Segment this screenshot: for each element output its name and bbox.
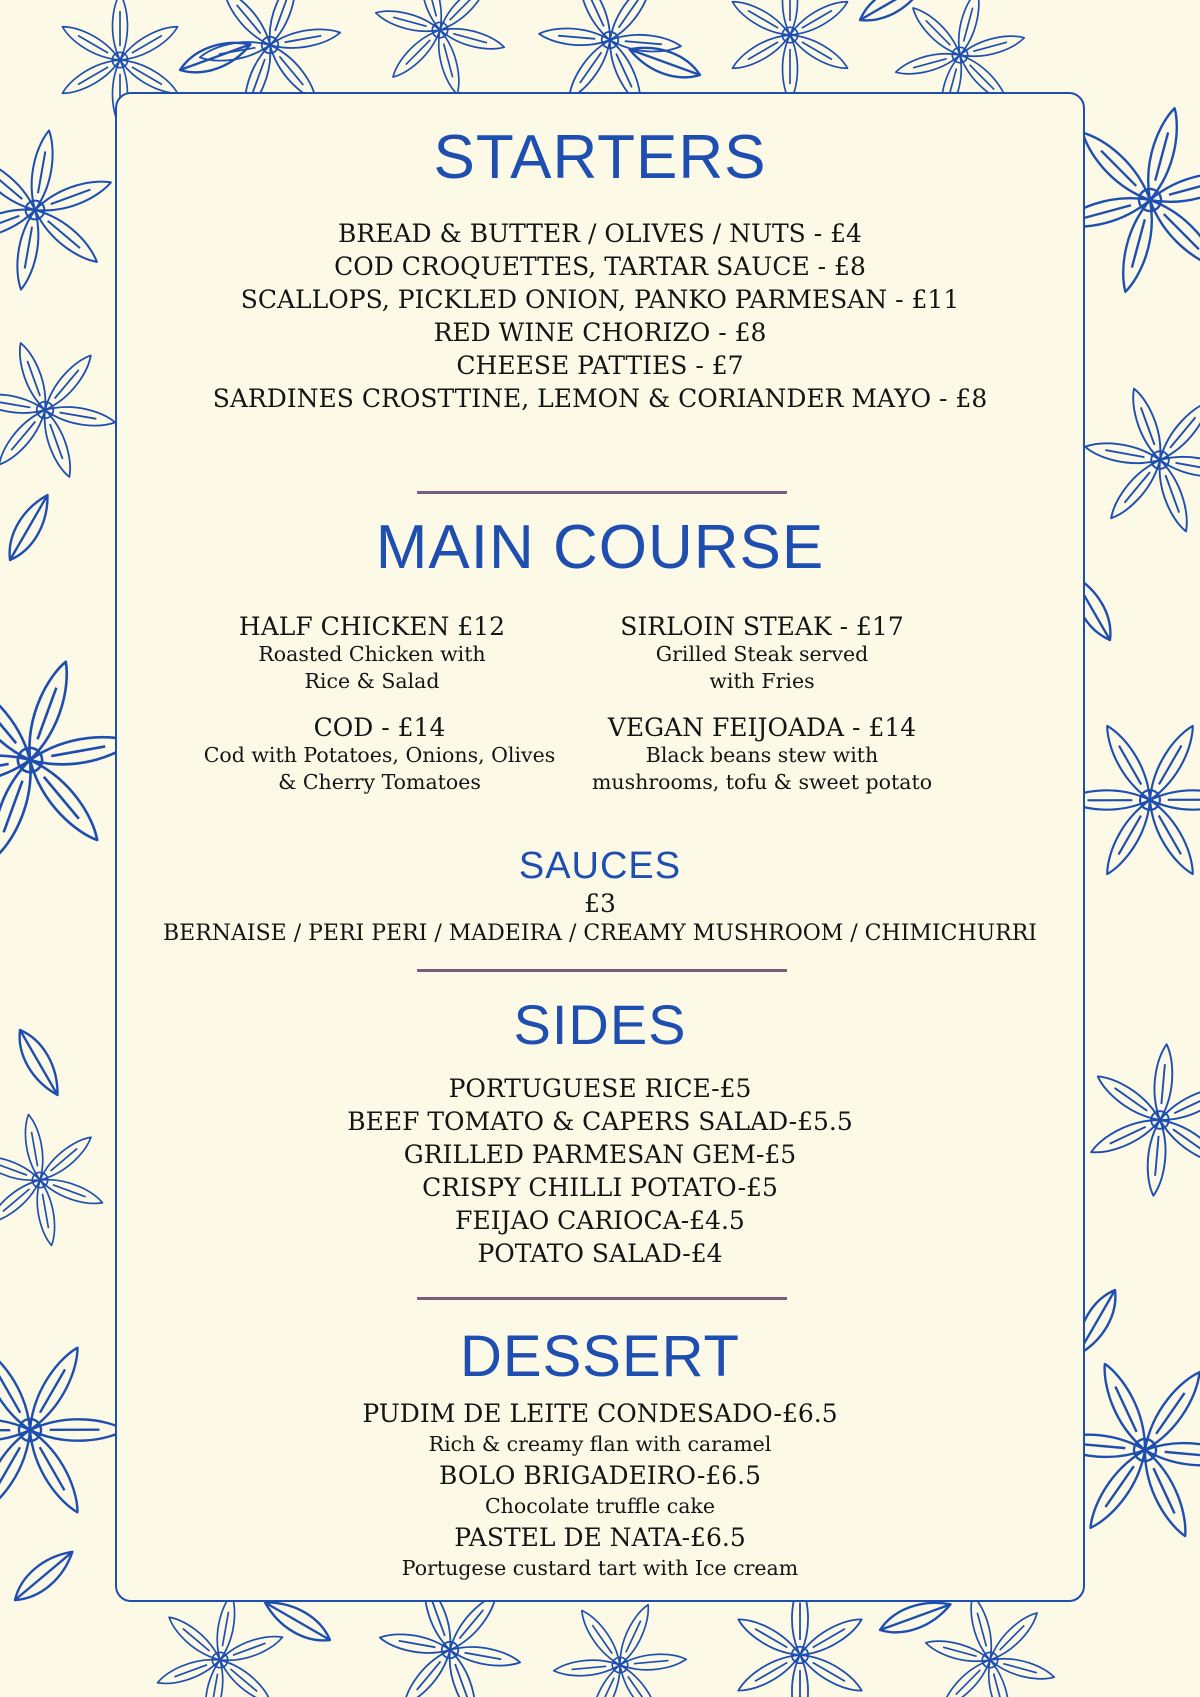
- dish-half-chicken: [192, 612, 552, 695]
- dessert-item-name: BOLO BRIGADEIRO-£6.5: [439, 1461, 761, 1490]
- dessert-item-description: Portugese custard tart with Ice cream: [401, 1556, 799, 1580]
- side-item: PORTUGUESE RICE-£5: [448, 1074, 752, 1103]
- starter-item: SARDINES CROSTTINE, LEMON & CORIANDER MAYO - £8: [212, 384, 988, 413]
- dish-description: Grilled Steak served: [655, 642, 869, 666]
- dish-description: & Cherry Tomatoes: [278, 770, 481, 794]
- starter-item: BREAD & BUTTER / OLIVES / NUTS - £4: [338, 219, 862, 248]
- dessert-item-name: PASTEL DE NATA-£6.5: [454, 1523, 746, 1552]
- sides-heading: SIDES: [513, 993, 687, 1056]
- starter-item: COD CROQUETTES, TARTAR SAUCE - £8: [334, 252, 866, 281]
- dessert-item-description: Chocolate truffle cake: [485, 1494, 715, 1518]
- sauces-heading: SAUCES: [518, 845, 682, 887]
- side-item: BEEF TOMATO & CAPERS SALAD-£5.5: [347, 1107, 853, 1136]
- starter-item: RED WINE CHORIZO - £8: [433, 318, 767, 347]
- section-divider: [417, 491, 787, 494]
- dessert-item-name: PUDIM DE LEITE CONDESADO-£6.5: [362, 1399, 838, 1428]
- menu-card: [115, 92, 1085, 1602]
- dish-name: HALF CHICKEN £12: [238, 612, 506, 641]
- section-divider: [417, 969, 787, 972]
- dish-sirloin-steak: [567, 612, 957, 695]
- side-item: GRILLED PARMESAN GEM-£5: [403, 1140, 797, 1169]
- sauces-list: BERNAISE / PERI PERI / MADEIRA / CREAMY MUSHROOM / CHIMICHURRI: [162, 921, 1037, 946]
- dish-description: Rice & Salad: [304, 669, 440, 693]
- section-divider: [417, 1297, 787, 1300]
- dish-description: Roasted Chicken with: [258, 642, 486, 666]
- dish-name: SIRLOIN STEAK - £17: [620, 612, 904, 641]
- dish-description: with Fries: [709, 669, 815, 693]
- starter-item: CHEESE PATTIES - £7: [456, 351, 744, 380]
- sauces-price: £3: [584, 889, 616, 918]
- dish-description: Black beans stew with: [645, 743, 879, 767]
- dish-name: VEGAN FEIJOADA - £14: [607, 713, 917, 742]
- dish-name: COD - £14: [313, 713, 446, 742]
- side-item: FEIJAO CARIOCA-£4.5: [455, 1206, 745, 1235]
- dish-description: Cod with Potatoes, Onions, Olives: [203, 743, 556, 767]
- starters-heading: STARTERS: [433, 123, 767, 192]
- dessert-heading: DESSERT: [460, 1324, 740, 1389]
- dish-cod: [192, 713, 567, 796]
- dish-vegan-feijoada: [567, 713, 957, 796]
- main-course-heading: MAIN COURSE: [375, 513, 825, 582]
- dish-description: mushrooms, tofu & sweet potato: [591, 770, 933, 794]
- side-item: CRISPY CHILLI POTATO-£5: [422, 1173, 778, 1202]
- dessert-item-description: Rich & creamy flan with caramel: [428, 1432, 772, 1456]
- starter-item: SCALLOPS, PICKLED ONION, PANKO PARMESAN - £11: [240, 285, 960, 314]
- side-item: POTATO SALAD-£4: [477, 1239, 723, 1268]
